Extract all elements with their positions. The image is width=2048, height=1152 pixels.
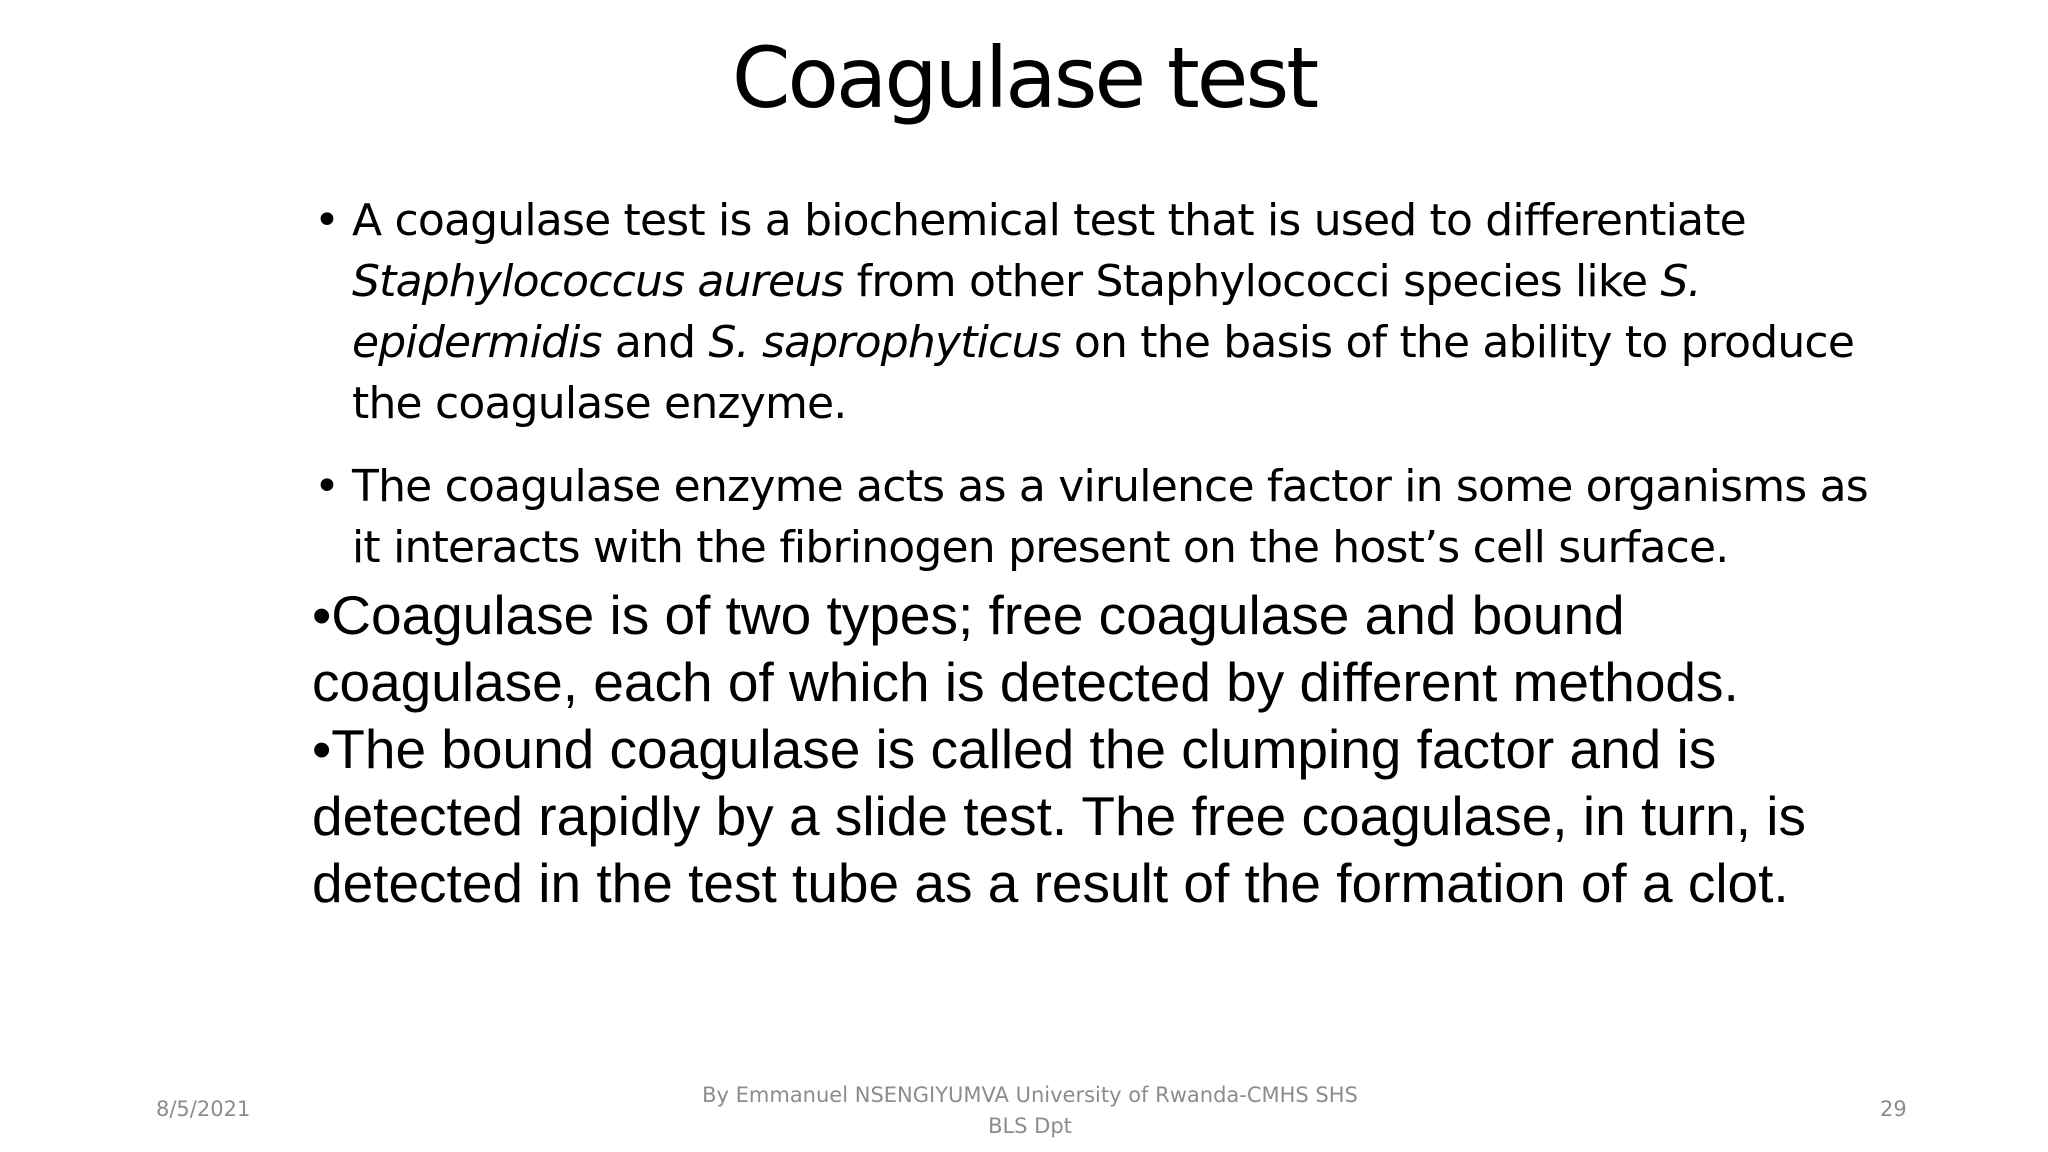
bullet-text: A coagulase test is a biochemical test that is used to differentiate xyxy=(352,195,1746,246)
bullet-item-2 xyxy=(312,456,1872,578)
bullet-item-1 xyxy=(312,190,1872,434)
footer-author xyxy=(690,1080,1370,1142)
species-name-epidermidis: S. epidermidis xyxy=(352,256,1701,368)
bullet-text: The coagulase enzyme acts as a virulence factor in some organisms as it interacts with the fibrinogen present on the host’s cell surface. xyxy=(352,461,1868,573)
species-name-saprophyticus: S. saprophyticus xyxy=(708,317,1061,368)
footer-author-line-2: BLS Dpt xyxy=(988,1114,1072,1138)
bullet-marker: • xyxy=(314,195,340,246)
bullet-text: on the basis of the ability to produce the coagulase enzyme. xyxy=(352,317,1855,429)
slide-title: Coagulase test xyxy=(731,29,1317,127)
footer-date: 8/5/2021 xyxy=(156,1097,251,1121)
slide-body xyxy=(312,190,1872,917)
species-name-aureus: Staphylococcus aureus xyxy=(352,256,844,307)
footer-author-line-1: By Emmanuel NSENGIYUMVA University of Rwanda-CMHS SHS xyxy=(702,1083,1358,1107)
paragraph-bound-free-coagulase: •The bound coagulase is called the clumping factor and is detected rapidly by a slide test. The free coagulase, in turn, is detected in the test tube as a result of the formation of a clot. xyxy=(312,718,1806,914)
bullet-marker: • xyxy=(314,461,340,512)
bullet-text: and xyxy=(601,317,709,368)
bullet-text: from other Staphylococci species like xyxy=(843,256,1661,307)
footer-page-number: 29 xyxy=(1880,1097,1907,1121)
paragraph-coagulase-types: •Coagulase is of two types; free coagulase and bound coagulase, each of which is detected by different methods. xyxy=(312,584,1739,713)
